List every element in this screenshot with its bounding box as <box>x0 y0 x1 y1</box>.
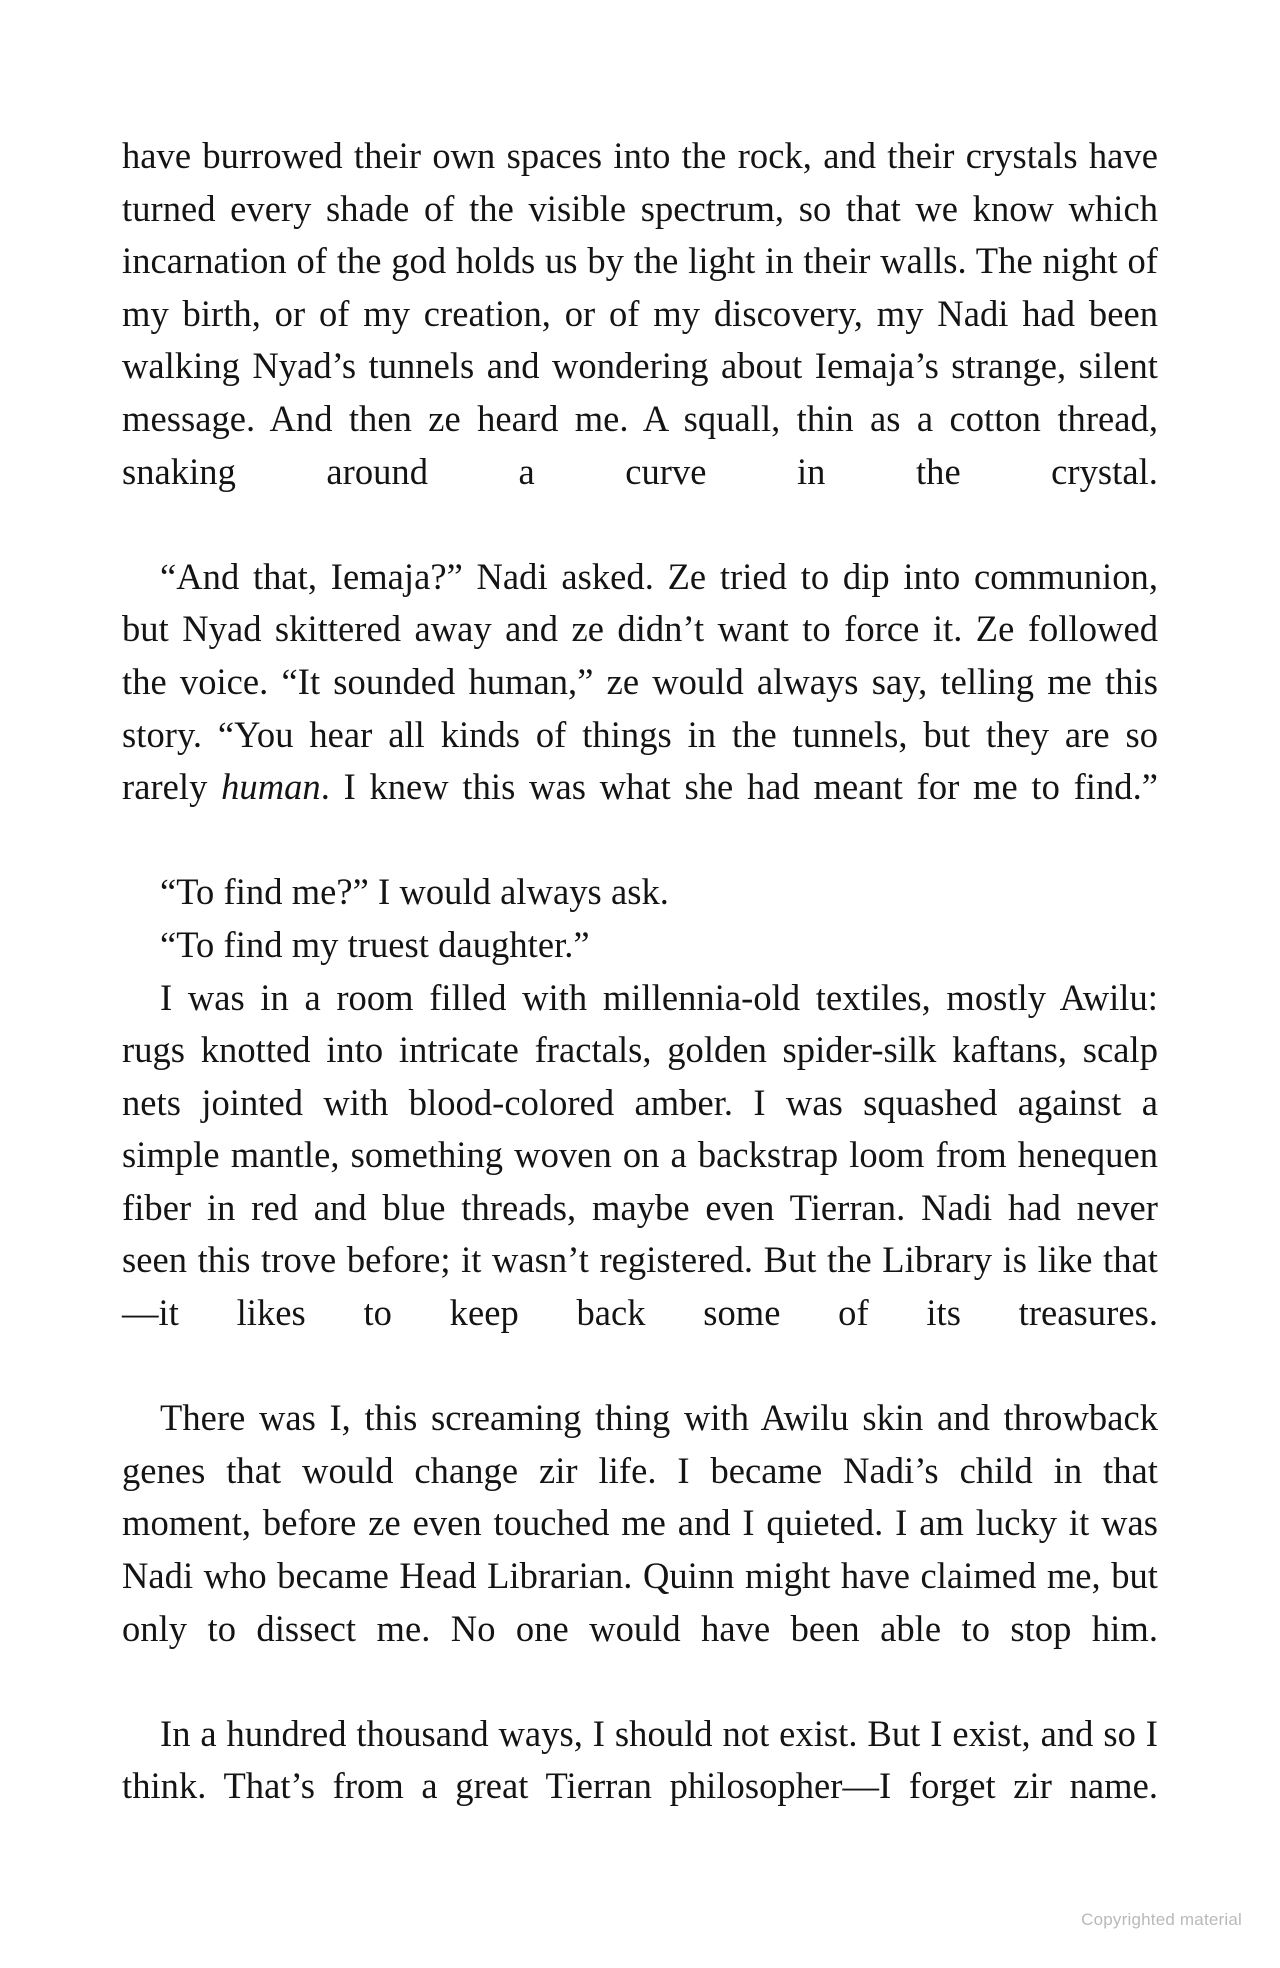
paragraph-continued: have burrowed their own spaces into the rock, and their crystals have turned every shade of the visible spectrum, so that we know which incarnation of the god holds us by the light in their walls. The night of my birth, or of my creation, or of my discovery, my Nadi had been walking Nyad’s tunnels and wondering about Iemaja’s strange, silent message. And then ze heard me. A squall, thin as a cotton thread, snaking around a curve in the crystal. <box>122 135 1158 492</box>
paragraph-i-was-in-a-room: I was in a room filled with millennia-old textiles, mostly Awilu: rugs knotted into intricate fractals, golden spider-silk kaftans, scalp nets jointed with blood-colored amber. I was squashed against a simple mantle, something woven on a backstrap loom from henequen fiber in red and blue threads, maybe even Tierran. Nadi had never seen this trove before; it wasn’t registered. But the Library is like that—it likes to keep back some of its treasures. <box>122 976 1158 1334</box>
paragraph-to-find-me: “To find me?” I would always ask. <box>160 871 669 913</box>
copyrighted-material-watermark: Copyrighted material <box>1081 1910 1242 1929</box>
paragraph-text-after-emphasis: . I knew this was what she had meant for me to find.” <box>320 766 1159 808</box>
paragraph-to-find-my-truest-daughter: “To find my truest daughter.” <box>160 923 590 965</box>
paragraph-there-was-i: There was I, this screaming thing with Awilu skin and throwback genes that would change zir life. I became Nadi’s child in that moment, before ze even touched me and I quieted. I am lucky it was Nadi who became Head Librarian. Quinn might have claimed me, but only to dissect me. No one would have been able to stop him. <box>122 1397 1158 1649</box>
paragraph-and-that-iemaja <box>122 551 1158 867</box>
paragraph-text-before-emphasis: “And that, Iemaja?” Nadi asked. Ze tried to dip into communion, but Nyad skittered away and ze didn’t want to force it. Ze followed the voice. “It sounded human,” ze would always say, telling me this story. “You hear all kinds of things in the tunnels, but they are so rarely <box>122 555 1158 808</box>
page-text-column <box>122 130 1158 1866</box>
emphasized-word-human: human <box>221 766 321 808</box>
paragraph-in-a-hundred-thousand-ways: In a hundred thousand ways, I should not exist. But I exist, and so I think. That’s from a great Tierran philosopher—I forget zir name. <box>122 1712 1158 1807</box>
